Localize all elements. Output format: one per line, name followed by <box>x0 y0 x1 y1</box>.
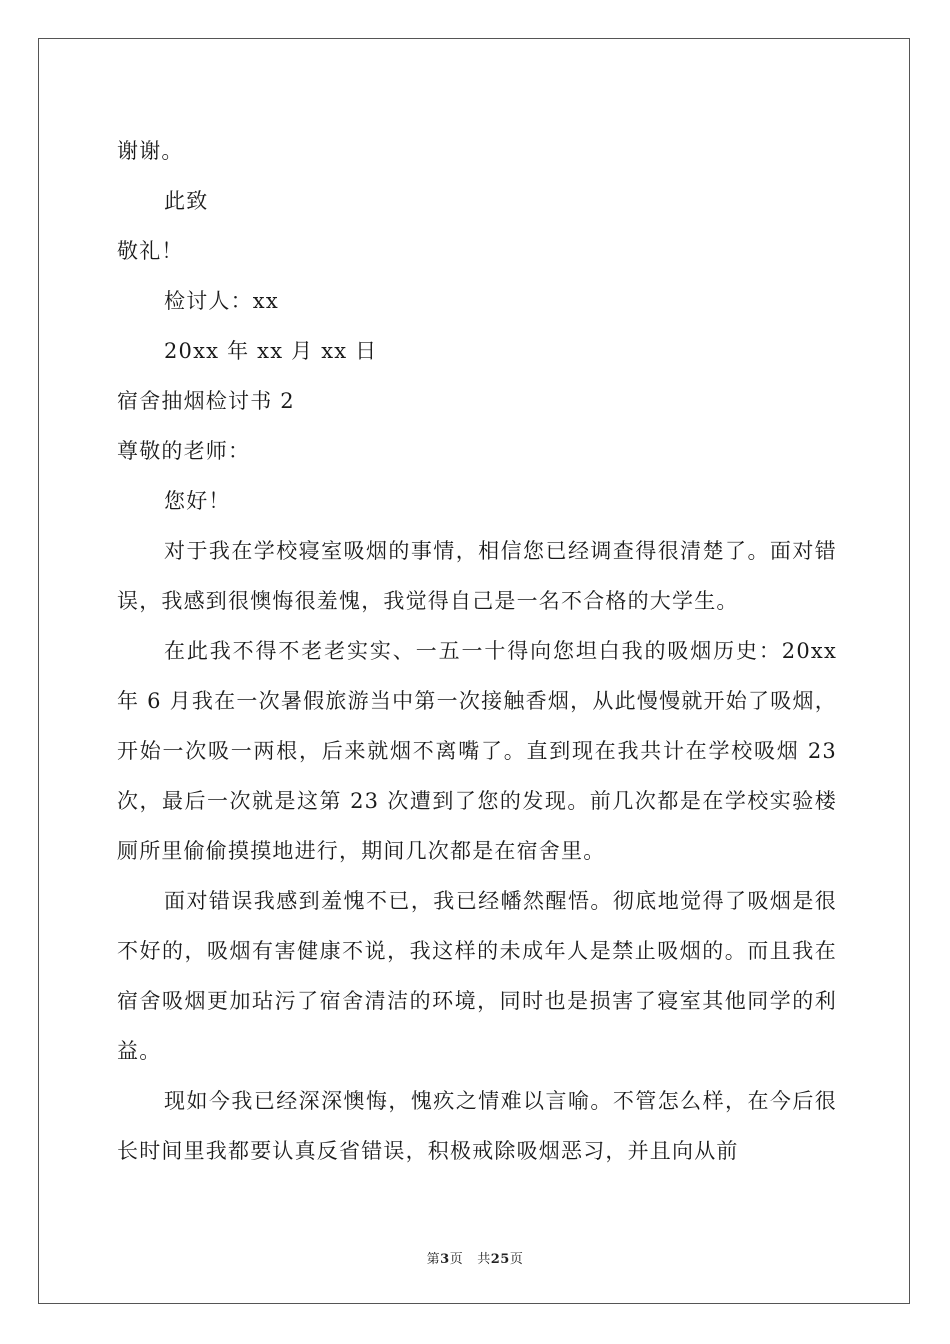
page-current: 3 <box>440 1252 450 1267</box>
page-suffix: 页 <box>449 1252 464 1267</box>
total-suffix: 页 <box>509 1252 524 1267</box>
closing-salute-2: 敬礼！ <box>117 239 184 263</box>
signer: 检讨人：xx <box>164 289 279 313</box>
greeting: 您好！ <box>164 489 231 513</box>
date: 20xx 年 xx 月 xx 日 <box>164 339 378 363</box>
addressee: 尊敬的老师： <box>117 439 251 463</box>
page-total: 25 <box>490 1252 510 1267</box>
total-prefix: 共 <box>477 1252 491 1267</box>
paragraph: 现如今我已经深深懊悔，愧疚之情难以言喻。不管怎么样，在今后很长时间里我都要认真反省错误，积极戒除吸烟恶习，并且向从前 <box>117 1089 837 1163</box>
paragraph: 面对错误我感到羞愧不已，我已经幡然醒悟。彻底地觉得了吸烟是很不好的，吸烟有害健康不说，我这样的未成年人是禁止吸烟的。而且我在宿舍吸烟更加玷污了宿舍清洁的环境，同时也是损害了寝室其他同学的利益。 <box>117 889 837 1063</box>
paragraph: 在此我不得不老老实实、一五一十得向您坦白我的吸烟历史：20xx 年 6 月我在一次暑假旅游当中第一次接触香烟，从此慢慢就开始了吸烟，开始一次吸一两根，后来就烟不离嘴了。直到现在我共计在学校吸烟 23 次，最后一次就是这第 23 次遭到了您的发现。前几次都是在学校实验楼厕所里偷偷摸摸地进行，期间几次都是在宿舍里。 <box>117 639 837 863</box>
letter-title: 宿舍抽烟检讨书 2 <box>117 389 295 413</box>
paragraph: 对于我在学校寝室吸烟的事情，相信您已经调查得很清楚了。面对错误，我感到很懊悔很羞愧，我觉得自己是一名不合格的大学生。 <box>117 539 837 613</box>
closing-salute-1: 此致 <box>164 189 209 213</box>
page-footer <box>0 1248 950 1267</box>
closing-thanks: 谢谢。 <box>117 139 184 163</box>
page-prefix: 第 <box>426 1252 441 1267</box>
document-body <box>117 126 837 1176</box>
